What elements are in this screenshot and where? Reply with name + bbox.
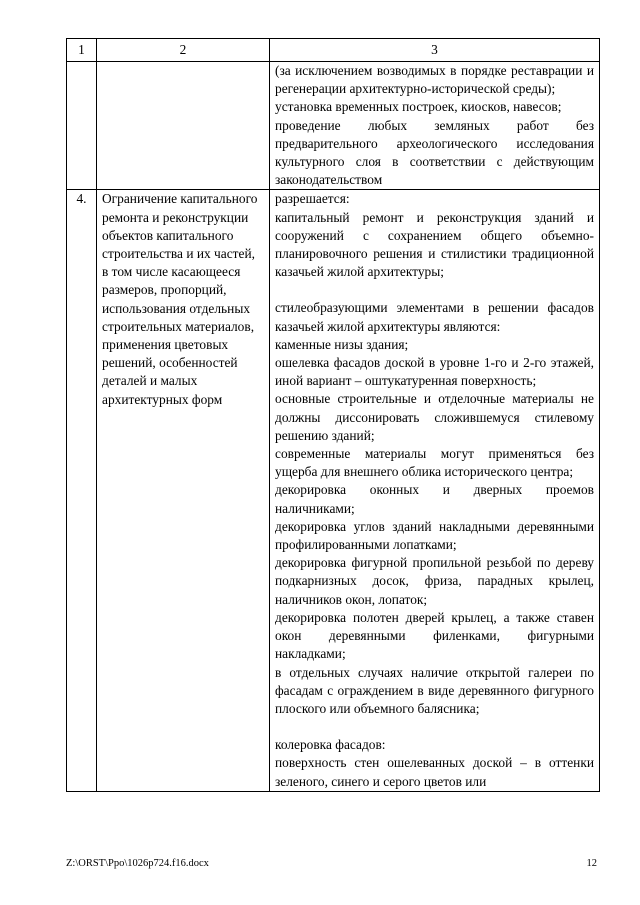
requirement-line: в отдельных случаях наличие открытой галереи по фасадам с ограждением в виде деревянного фигурного плоского или объемного балясника;: [275, 664, 594, 716]
requirement-line: капитальный ремонт и реконструкция зданий и сооружений с сохранением общего объемно-планировочного решения и стилистики традиционной казачьей жилой архитектуры;: [275, 209, 594, 280]
requirement-line: декорировка оконных и дверных проемов наличниками;: [275, 482, 594, 516]
restriction-cell: Ограничение капитального ремонта и реконструкции объектов капитального строительства и их частей, в том числе касающееся размеров, пропорций, использования отдельных строительных материалов, применения цветовых решений, особенностей деталей и малых архитектурных форм: [97, 190, 270, 791]
table-row-4: [67, 190, 600, 791]
requirement-line: современные материалы могут применяться без ущерба для внешнего облика исторического центра;: [275, 446, 594, 480]
row-number-cell: 4.: [67, 190, 97, 791]
requirement-line: установка временных построек, киосков, навесов;: [275, 99, 562, 115]
requirement-line: разрешается:: [275, 191, 350, 207]
requirement-line: основные строительные и отделочные материалы не должны диссонировать сложившемуся стилевому решению зданий;: [275, 391, 594, 443]
requirement-line: колеровка фасадов:: [275, 737, 386, 753]
requirement-line: ошелевка фасадов доской в уровне 1-го и 2-го этажей, иной вариант – оштукатуренная поверхность;: [275, 355, 594, 389]
row-number-cell: [67, 62, 97, 190]
table-header-row: [67, 39, 600, 62]
requirement-line: стилеобразующими элементами в решении фасадов казачьей жилой архитектуры являются:: [275, 300, 594, 334]
requirement-line: декорировка полотен дверей крылец, а также ставен окон деревянными филенками, фигурными накладками;: [275, 609, 594, 662]
requirements-cell: [270, 62, 600, 190]
header-cell-1: 1: [67, 39, 97, 62]
header-cell-2: 2: [97, 39, 270, 62]
requirement-line: каменные низы здания;: [275, 336, 409, 352]
zoning-restrictions-table: [66, 38, 600, 792]
requirement-line: поверхность стен ошелеванных доской – в оттенки зеленого, синего и серого цветов или: [275, 755, 594, 789]
footer-file-path: Z:\ORST\Ppo\1026p724.f16.docx: [66, 858, 209, 869]
restriction-cell: [97, 62, 270, 190]
table-row-continuation: [67, 62, 600, 190]
requirement-line: декорировка фигурной пропильной резьбой по дереву подкарнизных досок, фриза, парадных крылец, наличников окон, лопаток;: [275, 555, 594, 607]
requirement-line: декорировка углов зданий накладными деревянными профилированными лопатками;: [275, 518, 594, 553]
requirements-cell: [270, 190, 600, 791]
header-cell-3: 3: [270, 39, 600, 62]
requirement-line: (за исключением возводимых в порядке реставрации и регенерации архитектурно-исторической среды);: [275, 63, 594, 97]
page-number: 12: [586, 858, 597, 869]
requirement-line: проведение любых земляных работ без предварительного археологического исследования культурного слоя в соответствии с действующим законодательством: [275, 117, 594, 188]
